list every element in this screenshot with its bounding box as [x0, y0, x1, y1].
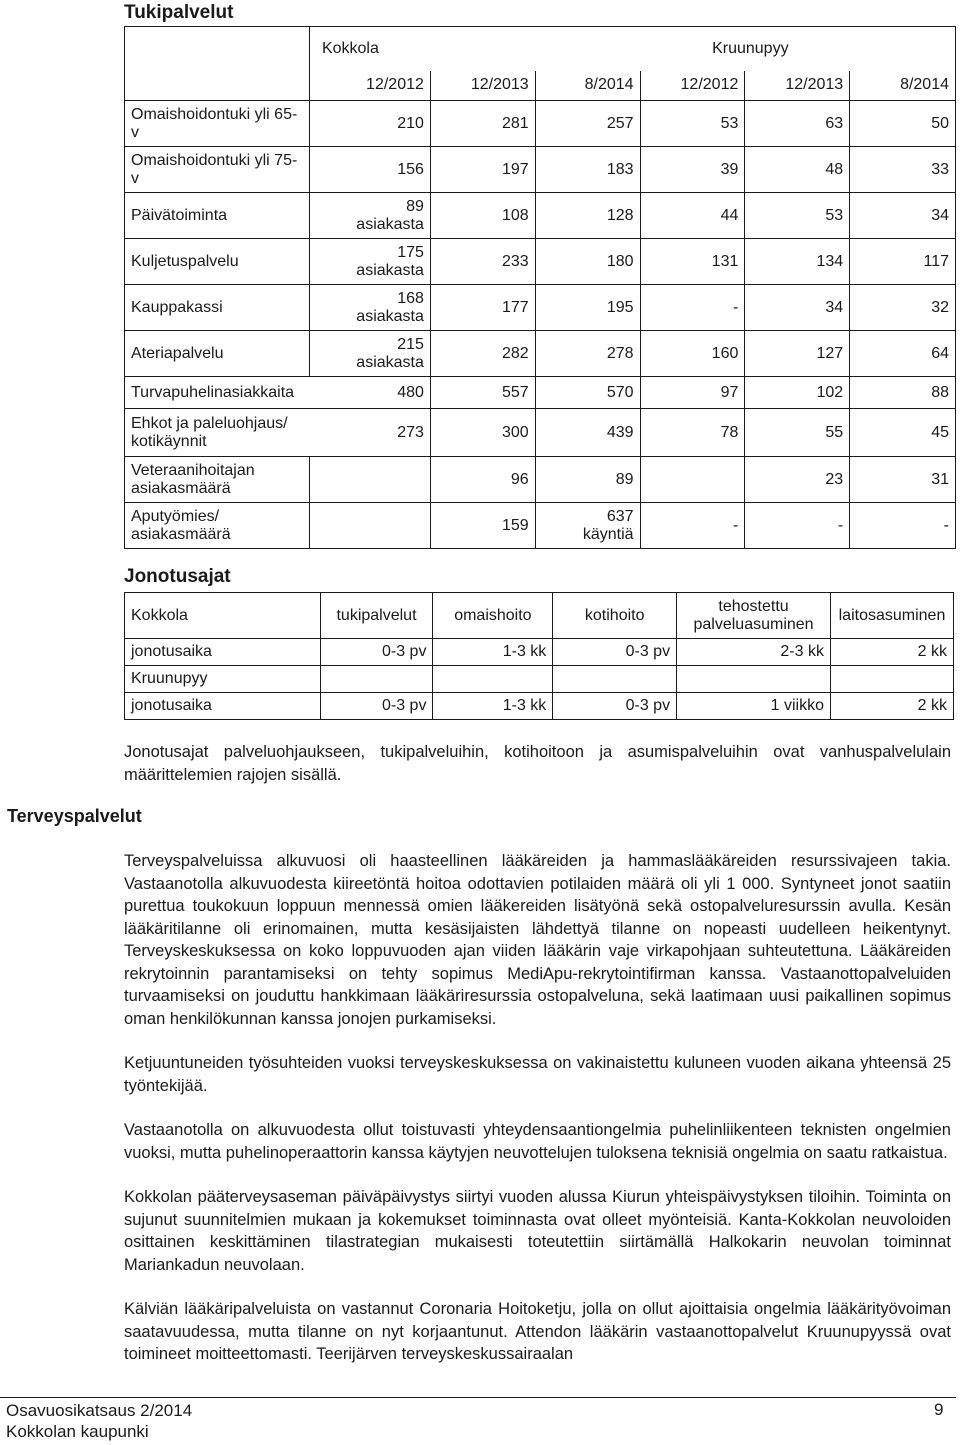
paragraph: Kälviän lääkäripalveluista on vastannut Coronaria Hoitoketju, jolla on ollut ajoittaisia ongelmia lääkärityövoiman saatavuudessa, mutta tilanne on nyt korjaantunut. Attendon lääkärin vastaanottopalvelut Kruunupyyssä ovat toimineet moitteettomasti. Teerijärven terveyskeskussairaalan	[124, 1300, 951, 1363]
row-label: jonotusaika	[125, 639, 321, 666]
cell-value: 197	[430, 147, 535, 193]
cell-value	[553, 666, 677, 693]
date-header: 8/2014	[535, 71, 640, 101]
cell-value: 278	[535, 331, 640, 377]
cell-value: -	[745, 503, 850, 549]
tukipalvelut-table	[124, 26, 956, 549]
cell-value: 637 käyntiä	[535, 503, 640, 549]
table-row	[125, 239, 956, 285]
cell-value: 102	[745, 377, 850, 409]
cell-value: 281	[430, 101, 535, 147]
table-row	[125, 331, 956, 377]
cell-value: 0-3 pv	[320, 693, 433, 720]
cell-value: 168 asiakasta	[309, 285, 430, 331]
table-row	[125, 101, 956, 147]
cell-value	[830, 666, 953, 693]
cell-value: 88	[850, 377, 956, 409]
group-kokkola: Kokkola	[309, 27, 640, 71]
cell-value: 2-3 kk	[677, 639, 831, 666]
corner-cell	[125, 27, 310, 101]
cell-value: 183	[535, 147, 640, 193]
cell-value: 64	[850, 331, 956, 377]
cell-value	[309, 503, 430, 549]
cell-value: 177	[430, 285, 535, 331]
cell-value: 0-3 pv	[553, 693, 677, 720]
cell-value: 53	[640, 101, 745, 147]
cell-value: 134	[745, 239, 850, 285]
footer-report-title: Osavuosikatsaus 2/2014	[6, 1401, 193, 1420]
cell-value: 32	[850, 285, 956, 331]
cell-value: 210	[309, 101, 430, 147]
cell-value: 89	[535, 457, 640, 503]
cell-value: 128	[535, 193, 640, 239]
cell-value: 48	[745, 147, 850, 193]
row-label: Kauppakassi	[125, 285, 310, 331]
cell-value: 50	[850, 101, 956, 147]
jonotusajat-table	[124, 592, 954, 720]
row-label: Päivätoiminta	[125, 193, 310, 239]
jonotusajat-note	[124, 741, 951, 808]
cell-value: 480	[309, 377, 430, 409]
cell-value	[640, 457, 745, 503]
cell-value: 53	[745, 193, 850, 239]
table-row	[125, 377, 956, 409]
cell-value: 63	[745, 101, 850, 147]
row-label: Omaishoidontuki yli 65-v	[125, 101, 310, 147]
cell-value: 300	[430, 409, 535, 457]
cell-value: 439	[535, 409, 640, 457]
cell-value: 39	[640, 147, 745, 193]
cell-value: -	[850, 503, 956, 549]
cell-value	[309, 457, 430, 503]
cell-value: 117	[850, 239, 956, 285]
cell-value: 131	[640, 239, 745, 285]
cell-value: 557	[430, 377, 535, 409]
cell-value: 1-3 kk	[433, 693, 553, 720]
cell-value: 78	[640, 409, 745, 457]
cell-value: 156	[309, 147, 430, 193]
group-header-row	[125, 27, 956, 71]
cell-value: 44	[640, 193, 745, 239]
cell-value: 89 asiakasta	[309, 193, 430, 239]
row-label: Veteraanihoitajan asiakasmäärä	[125, 457, 310, 503]
cell-value: 34	[745, 285, 850, 331]
cell-value: 180	[535, 239, 640, 285]
cell-value: 0-3 pv	[553, 639, 677, 666]
table-row	[125, 147, 956, 193]
row-label: Ateriapalvelu	[125, 331, 310, 377]
cell-value	[320, 666, 433, 693]
row-label: Kuljetuspalvelu	[125, 239, 310, 285]
cell-value: 215 asiakasta	[309, 331, 430, 377]
date-header: 8/2014	[850, 71, 956, 101]
table-row	[125, 193, 956, 239]
paragraph: Vastaanotolla on alkuvuodesta ollut toistuvasti yhteydensaantiongelmia puhelinliikenteen teknisten ongelmien vuoksi, mutta puhelinoperaattorin kanssa käytyjen neuvottelujen tuloksena teknisiä ongelmia on saatu ratkaistua.	[124, 1121, 951, 1162]
column-header: tehostettu palveluasuminen	[677, 593, 831, 639]
row-label: Ehkot ja paleluohjaus/ kotikäynnit	[125, 409, 310, 457]
table-row	[125, 693, 954, 720]
cell-value: 127	[745, 331, 850, 377]
terveyspalvelut-body	[124, 850, 951, 1388]
cell-value: 45	[850, 409, 956, 457]
paragraph: Ketjuuntuneiden työsuhteiden vuoksi terveyskeskuksessa on vakinaistettu kuluneen vuoden aikana yhteensä 25 työntekijää.	[124, 1054, 951, 1095]
cell-value	[677, 666, 831, 693]
cell-value: 195	[535, 285, 640, 331]
cell-value: 34	[850, 193, 956, 239]
row-label: jonotusaika	[125, 693, 321, 720]
section-title-tukipalvelut: Tukipalvelut	[124, 2, 234, 23]
cell-value: 55	[745, 409, 850, 457]
cell-value: 97	[640, 377, 745, 409]
table-row	[125, 503, 956, 549]
date-header: 12/2013	[745, 71, 850, 101]
group-kruunupyy: Kruunupyy	[640, 27, 955, 71]
cell-value: 33	[850, 147, 956, 193]
cell-value: 233	[430, 239, 535, 285]
cell-value: 175 asiakasta	[309, 239, 430, 285]
footer-organization: Kokkolan kaupunki	[6, 1422, 149, 1441]
column-header: omaishoito	[433, 593, 553, 639]
cell-value: 160	[640, 331, 745, 377]
table-row	[125, 639, 954, 666]
paragraph: Jonotusajat palveluohjaukseen, tukipalveluihin, kotihoitoon ja asumispalveluihin ovat vanhuspalvelulain määrittelemien rajojen sisällä.	[124, 743, 951, 784]
table-row	[125, 457, 956, 503]
cell-value	[433, 666, 553, 693]
page-number: 9	[934, 1400, 944, 1419]
date-header: 12/2013	[430, 71, 535, 101]
cell-value: 159	[430, 503, 535, 549]
table-row	[125, 409, 956, 457]
row-label: Aputyömies/ asiakasmäärä	[125, 503, 310, 549]
table-header-row	[125, 593, 954, 639]
date-header: 12/2012	[309, 71, 430, 101]
column-header: laitosasuminen	[830, 593, 953, 639]
row-label: Kruunupyy	[125, 666, 321, 693]
column-header: tukipalvelut	[320, 593, 433, 639]
column-header: Kokkola	[125, 593, 321, 639]
paragraph: Kokkolan pääterveysaseman päiväpäivystys siirtyi vuoden alussa Kiurun yhteispäivystyksen tiloihin. Toiminta on sujunut suunnitelmien mukaan ja kokemukset toiminnasta ovat olleet myönteisiä. Kanta-Kokkolan neuvoloiden osittainen keskittäminen tilastrategian mukaisesti toteutettiin siirtämällä Halkokarin neuvolan toiminnat Mariankadun neuvolaan.	[124, 1188, 951, 1274]
cell-value: 31	[850, 457, 956, 503]
row-label: Omaishoidontuki yli 75-v	[125, 147, 310, 193]
cell-value: 2 kk	[830, 639, 953, 666]
footer	[6, 1400, 192, 1442]
table-row	[125, 285, 956, 331]
table-row	[125, 666, 954, 693]
cell-value: 570	[535, 377, 640, 409]
column-header: kotihoito	[553, 593, 677, 639]
cell-value: 257	[535, 101, 640, 147]
cell-value: 2 kk	[830, 693, 953, 720]
cell-value: 108	[430, 193, 535, 239]
row-label: Turvapuhelinasiakkaita	[125, 377, 310, 409]
paragraph: Terveyspalveluissa alkuvuosi oli haasteellinen lääkäreiden ja hammaslääkäreiden resurssivajeen takia. Vastaanotolla alkuvuodesta kiireetöntä hoitoa odottavien potilaiden määrä oli yli 1 000. Syntyneet jonot saatiin purettua toukokuun loppuun mennessä omien lääkereiden lisätyönä sekä ostopalveluresurssin avulla. Kesän lääkäritilanne oli erinomainen, mutta kesäsijaisten lähdettyä tilanne on nopeasti uudelleen heikentynyt. Terveyskeskuksessa on koko loppuvuoden ajan viiden lääkärin vaje virkapohjaan suhteutettuna. Lääkäreiden rekrytoinnin parantamiseksi on tehty sopimus MediApu-rekrytointifirman kanssa. Vastaanottopalveluiden turvaamiseksi on jouduttu hankkimaan lääkäriresurssia ostopalveluna, sekä laatimaan uusi paikallinen sopimus oman henkilökunnan kanssa jonojen purkamiseksi.	[124, 852, 951, 1028]
cell-value: -	[640, 285, 745, 331]
cell-value: 96	[430, 457, 535, 503]
cell-value: 1 viikko	[677, 693, 831, 720]
cell-value: 23	[745, 457, 850, 503]
section-title-jonotusajat: Jonotusajat	[124, 566, 231, 587]
cell-value: 0-3 pv	[320, 639, 433, 666]
section-title-terveyspalvelut: Terveyspalvelut	[7, 806, 142, 826]
cell-value: 1-3 kk	[433, 639, 553, 666]
cell-value: -	[640, 503, 745, 549]
cell-value: 282	[430, 331, 535, 377]
date-header: 12/2012	[640, 71, 745, 101]
footer-rule	[0, 1397, 956, 1398]
cell-value: 273	[309, 409, 430, 457]
